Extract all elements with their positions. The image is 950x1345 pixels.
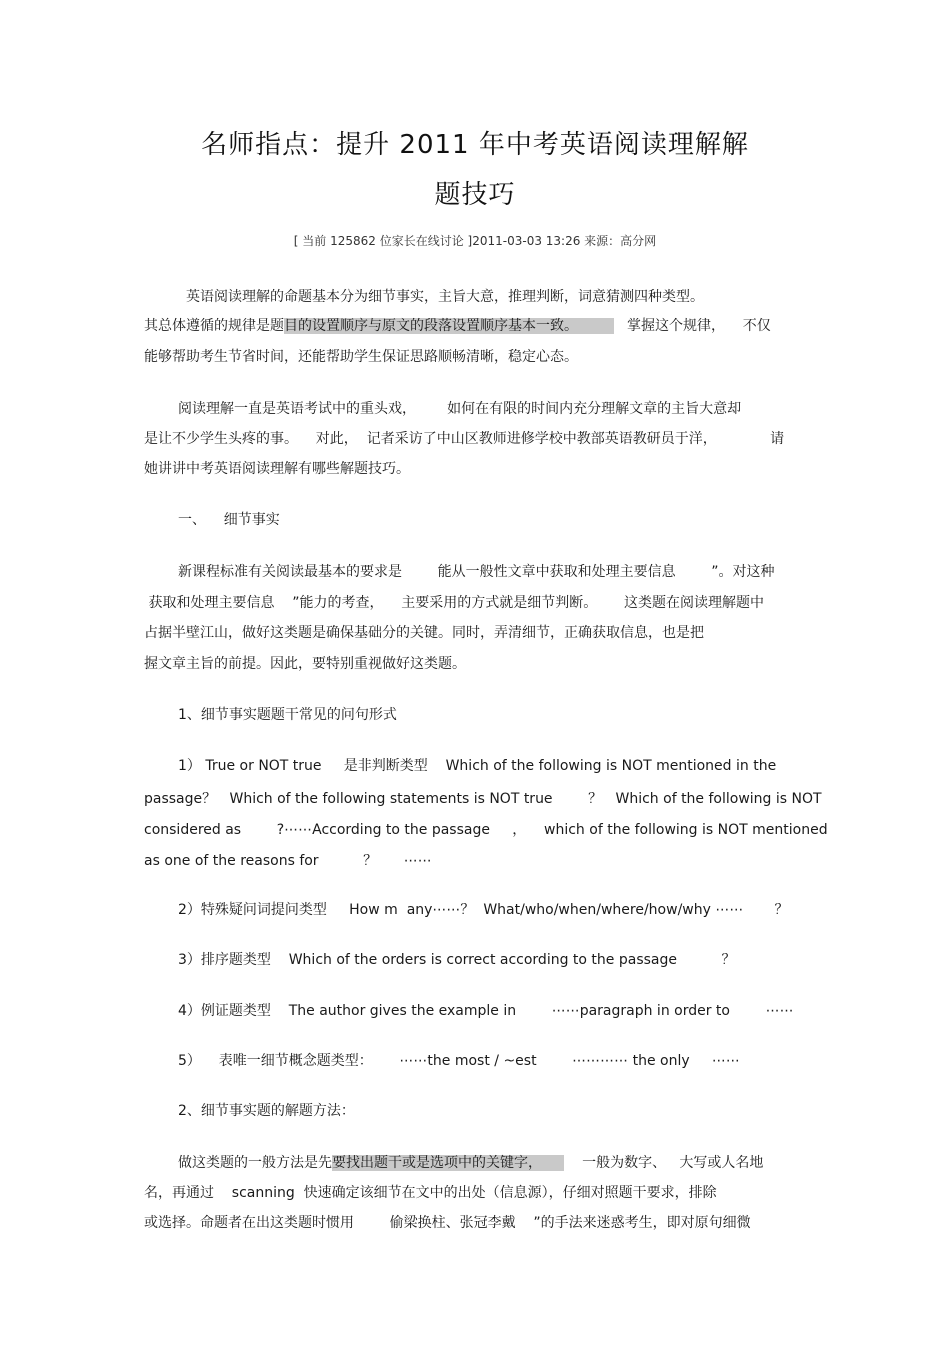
article-meta: [ 当前 125862 位家长在线讨论 ]2011-03-03 13:26 来源：高分网 bbox=[293, 234, 657, 248]
item-1-line-1: 1） True or NOT true 是非判断类型 Which of the following is NOT mentioned in the bbox=[178, 758, 777, 774]
section-heading-1: 一、 细节事实 bbox=[178, 512, 280, 528]
subheading-2: 2、细节事实题的解题方法： bbox=[178, 1103, 355, 1119]
paragraph-4-line-1 bbox=[178, 1152, 763, 1172]
highlighted-text: 目的设置顺序与原文的段落设置顺序基本一致。 bbox=[284, 318, 614, 334]
paragraph-3-line-3: 占据半壁江山，做好这类题是确保基础分的关键。同时，弄清细节，正确获取信息，也是把 bbox=[144, 625, 704, 641]
document-title-line-2: 题技巧 bbox=[434, 180, 516, 210]
paragraph-4-line-3: 或选择。命题者在出这类题时惯用 偷梁换柱、张冠李戴 ”的手法来迷惑考生，即对原句细微 bbox=[144, 1215, 751, 1231]
paragraph-1-line-1: 英语阅读理解的命题基本分为细节事实，主旨大意，推理判断，词意猜测四种类型。 bbox=[186, 289, 704, 305]
item-3: 3）排序题类型 Which of the orders is correct according to the passage ？ bbox=[178, 952, 736, 968]
paragraph-3-line-1: 新课程标准有关阅读最基本的要求是 能从一般性文章中获取和处理主要信息 ”。对这种 bbox=[178, 564, 775, 580]
paragraph-1-line-2 bbox=[144, 315, 771, 335]
text-segment: 一般为数字、 大写或人名地 bbox=[564, 1155, 764, 1171]
text-segment: 做这类题的一般方法是先 bbox=[178, 1155, 332, 1171]
item-4: 4）例证题类型 The author gives the example in ⋯⋯paragraph in order to ⋯⋯ bbox=[178, 1003, 794, 1019]
paragraph-3-line-2: 获取和处理主要信息 ”能力的考查， 主要采用的方式就是细节判断。 这类题在阅读理解题中 bbox=[144, 595, 765, 611]
paragraph-2-line-2: 是让不少学生头疼的事。 对此， 记者采访了中山区教师进修学校中教部英语教研员于洋， 请 bbox=[144, 431, 785, 447]
item-2: 2）特殊疑问词提问类型 How m any⋯⋯？ What/who/when/where/how/why ⋯⋯ ？ bbox=[178, 902, 789, 918]
paragraph-1-line-3: 能够帮助考生节省时间，还能帮助学生保证思路顺畅清晰，稳定心态。 bbox=[144, 349, 578, 365]
document-title-line-1: 名师指点：提升 2011 年中考英语阅读理解解 bbox=[201, 130, 749, 160]
subheading-1: 1、细节事实题题干常见的问句形式 bbox=[178, 707, 397, 723]
text-segment: 掌握这个规律， 不仅 bbox=[613, 318, 771, 334]
text-segment: 其总体遵循的规律是题 bbox=[144, 318, 284, 334]
highlighted-text: 要找出题干或是选项中的关键字， bbox=[332, 1155, 565, 1171]
paragraph-4-line-2: 名，再通过 scanning 快速确定该细节在文中的出处（信息源），仔细对照题干要求，排除 bbox=[144, 1185, 717, 1201]
paragraph-2-line-1: 阅读理解一直是英语考试中的重头戏， 如何在有限的时间内充分理解文章的主旨大意却 bbox=[178, 401, 742, 417]
item-1-line-4: as one of the reasons for ？ ⋯⋯ bbox=[144, 853, 432, 869]
paragraph-3-line-4: 握文章主旨的前提。因此，要特别重视做好这类题。 bbox=[144, 656, 466, 672]
paragraph-2-line-3: 她讲讲中考英语阅读理解有哪些解题技巧。 bbox=[144, 461, 410, 477]
item-5: 5） 表唯一细节概念题类型： ⋯⋯the most / ~est ⋯⋯⋯⋯ the only ⋯⋯ bbox=[178, 1053, 740, 1069]
item-1-line-2: passage？ Which of the following statements is NOT true ？ Which of the following is NOT bbox=[144, 791, 822, 807]
item-1-line-3: considered as ?⋯⋯According to the passage ， which of the following is NOT mentioned bbox=[144, 822, 828, 838]
